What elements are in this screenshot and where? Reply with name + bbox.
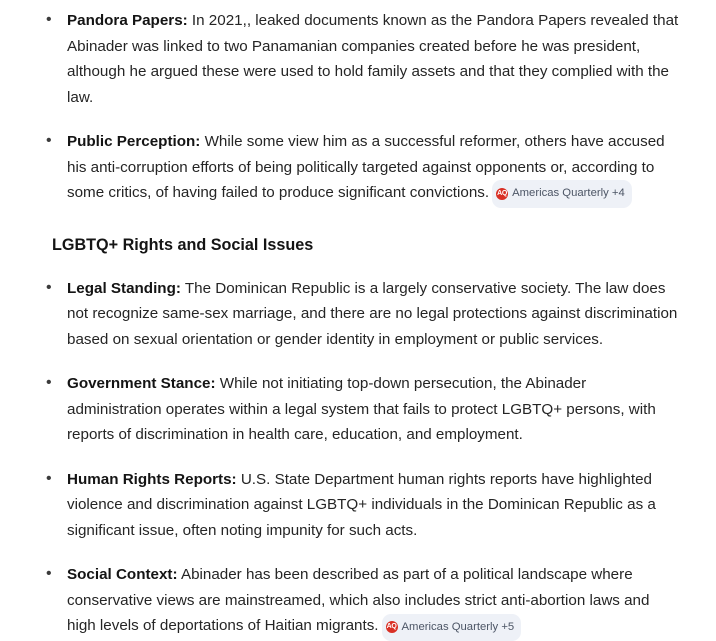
list-item-lead: Legal Standing: bbox=[67, 280, 181, 297]
bullet-list-lgbtq bbox=[40, 276, 682, 641]
list-item-lead: Pandora Papers: bbox=[67, 12, 188, 29]
list-item bbox=[40, 371, 682, 448]
citation-label: Americas Quarterly +4 bbox=[512, 181, 625, 207]
list-item-text: Abinader has been described as part of a political landscape where conservative views are mainstreamed, which also includes strict anti-abortion laws and high levels of deportations of Haitian migrants. bbox=[67, 566, 649, 634]
list-item-lead: Public Perception: bbox=[67, 133, 200, 150]
source-favicon-icon: AQ bbox=[496, 188, 508, 200]
bullet-list-corruption bbox=[40, 8, 682, 208]
source-favicon-icon: AQ bbox=[386, 621, 398, 633]
list-item-text: In 2021,, leaked documents known as the Pandora Papers revealed that Abinader was linked to two Panamanian companies created before he was president, although he argued these were used to hold family assets and that they complied with the law. bbox=[67, 12, 678, 106]
list-item-lead: Human Rights Reports: bbox=[67, 471, 237, 488]
citation-label: Americas Quarterly +5 bbox=[402, 615, 515, 641]
list-item bbox=[40, 467, 682, 544]
list-item bbox=[40, 8, 682, 110]
list-item bbox=[40, 276, 682, 353]
list-item-text: U.S. State Department human rights reports have highlighted violence and discrimination against LGBTQ+ individuals in the Dominican Republic as a significant issue, often noting impunity for such acts. bbox=[67, 471, 656, 539]
citation-chip[interactable] bbox=[492, 180, 632, 208]
list-item bbox=[40, 562, 682, 641]
list-item-text: The Dominican Republic is a largely conservative society. The law does not recognize same-sex marriage, and there are no legal protections against discrimination based on sexual orientation or gender identity in employment or public services. bbox=[67, 280, 677, 348]
list-item-text: While not initiating top-down persecution, the Abinader administration operates within a legal system that fails to protect LGBTQ+ persons, with reports of discrimination in health care, education, and employment. bbox=[67, 375, 656, 443]
list-item bbox=[40, 129, 682, 208]
section-heading: LGBTQ+ Rights and Social Issues bbox=[52, 234, 682, 256]
list-item-lead: Social Context: bbox=[67, 566, 178, 583]
list-item-lead: Government Stance: bbox=[67, 375, 216, 392]
list-item-text: While some view him as a successful reformer, others have accused his anti-corruption efforts of being politically targeted against opponents or, according to some critics, of having failed to produce significant convictions. bbox=[67, 133, 665, 201]
